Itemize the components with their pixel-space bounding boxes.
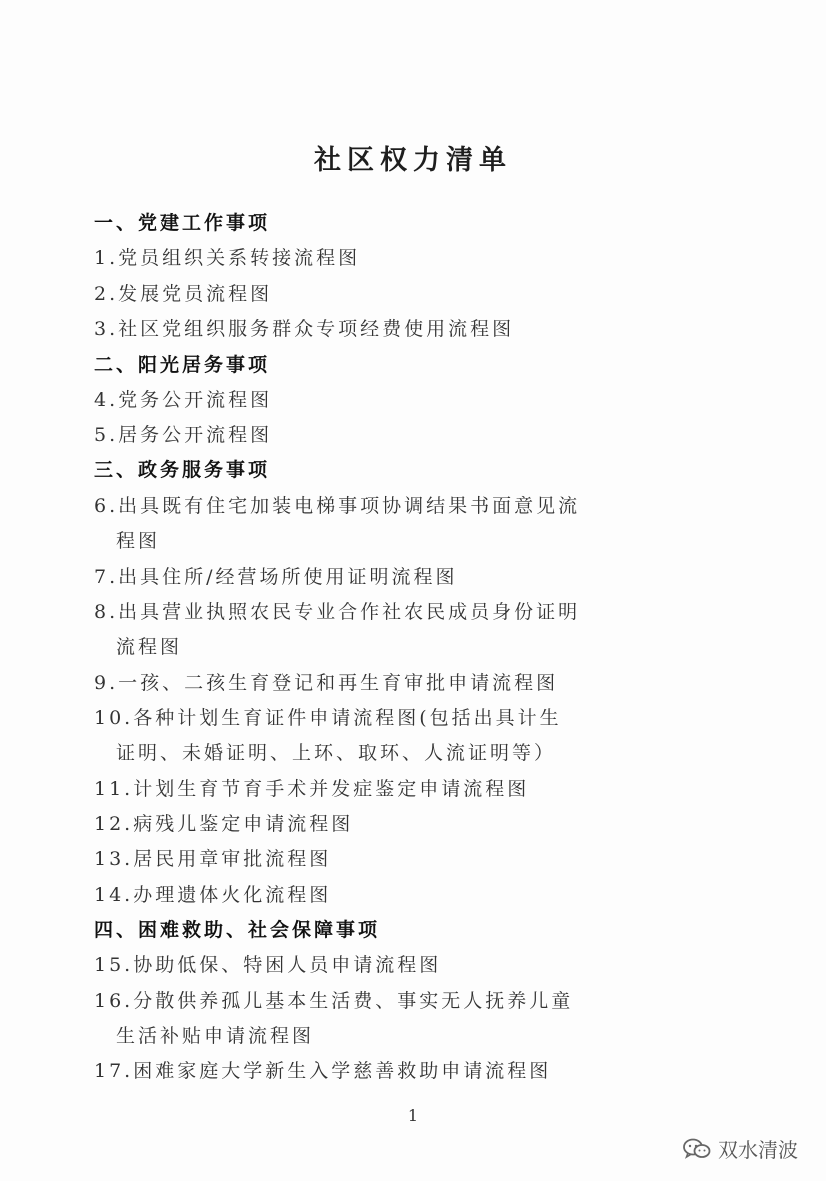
list-item-continuation: 程图 <box>116 530 161 552</box>
watermark-text: 双水清波 <box>718 1138 798 1162</box>
section-heading: 二、阳光居务事项 <box>94 354 271 376</box>
list-item: 13.居民用章审批流程图 <box>94 848 332 870</box>
page-title: 社区权力清单 <box>314 145 512 176</box>
list-item: 6.出具既有住宅加装电梯事项协调结果书面意见流 <box>94 495 581 517</box>
list-item-continuation: 证明、未婚证明、上环、取环、人流证明等） <box>116 742 557 764</box>
section-heading: 三、政务服务事项 <box>94 459 271 481</box>
list-item: 15.协助低保、特困人员申请流程图 <box>94 954 442 976</box>
list-item: 3.社区党组织服务群众专项经费使用流程图 <box>94 318 515 340</box>
list-item: 14.办理遗体火化流程图 <box>94 884 332 906</box>
list-item: 1.党员组织关系转接流程图 <box>94 247 361 269</box>
list-item: 5.居务公开流程图 <box>94 424 273 446</box>
list-item-continuation: 流程图 <box>116 636 183 658</box>
list-item: 17.困难家庭大学新生入学慈善救助申请流程图 <box>94 1060 552 1082</box>
watermark <box>682 1134 798 1163</box>
section-heading: 四、困难救助、社会保障事项 <box>94 919 381 941</box>
list-item: 8.出具营业执照农民专业合作社农民成员身份证明 <box>94 601 581 623</box>
list-item: 16.分散供养孤儿基本生活费、事实无人抚养儿童 <box>94 990 574 1012</box>
wechat-icon <box>682 1137 712 1161</box>
page-number: 1 <box>407 1106 419 1125</box>
list-item: 9.一孩、二孩生育登记和再生育审批申请流程图 <box>94 672 559 694</box>
list-item: 4.党务公开流程图 <box>94 389 273 411</box>
list-item-continuation: 生活补贴申请流程图 <box>116 1025 315 1047</box>
list-item: 12.病残儿鉴定申请流程图 <box>94 813 354 835</box>
list-item: 11.计划生育节育手术并发症鉴定申请流程图 <box>94 778 530 800</box>
section-heading: 一、党建工作事项 <box>94 212 271 234</box>
list-item: 7.出具住所/经营场所使用证明流程图 <box>94 566 458 588</box>
list-item: 10.各种计划生育证件申请流程图(包括出具计生 <box>94 707 562 729</box>
list-item: 2.发展党员流程图 <box>94 283 273 305</box>
